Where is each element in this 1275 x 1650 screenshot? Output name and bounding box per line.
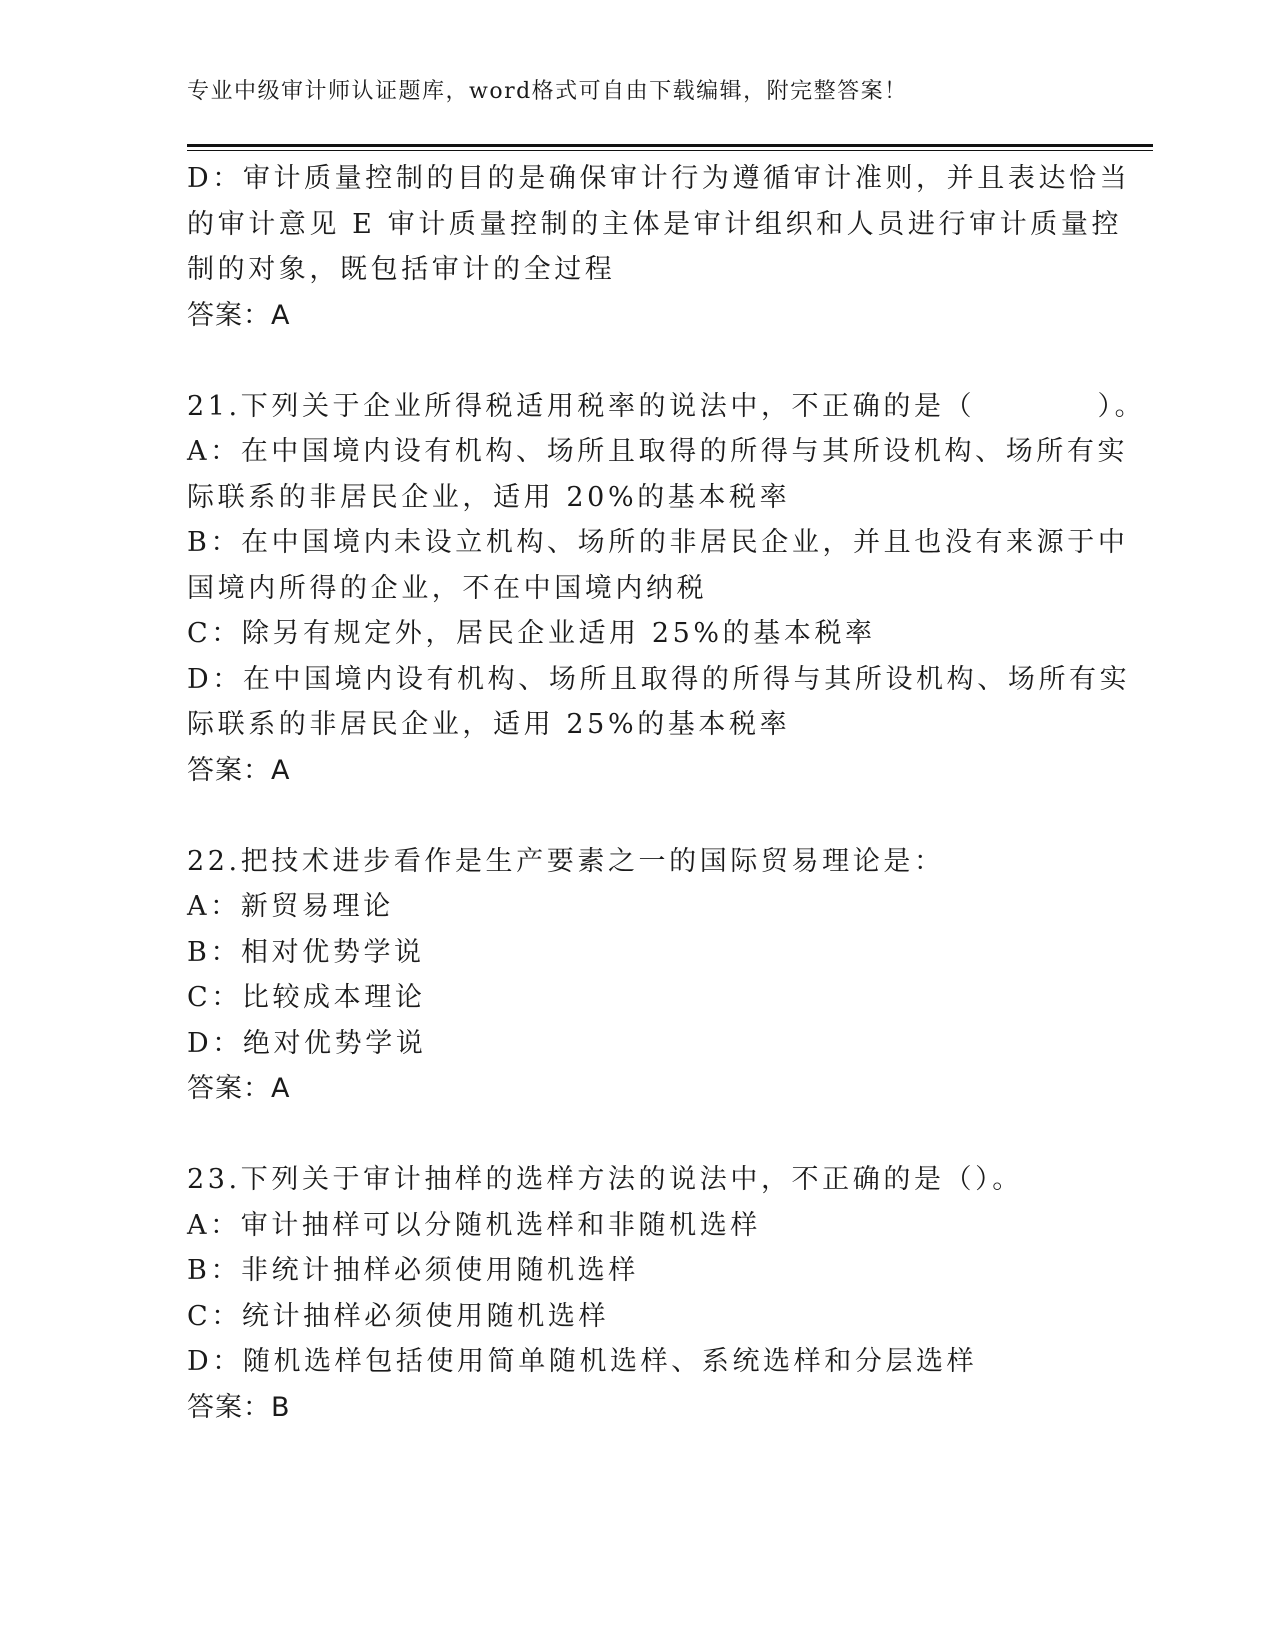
option-d-line-1: D：审计质量控制的目的是确保审计行为遵循审计准则，并且表达恰当 (187, 163, 1131, 194)
question-21-option-c: C：除另有规定外，居民企业适用 25%的基本税率 (187, 618, 876, 649)
question-21-option-a-line-1: A：在中国境内设有机构、场所且取得的所得与其所设机构、场所有实 (187, 436, 1129, 467)
question-22-option-b: B：相对优势学说 (187, 936, 425, 968)
question-22-option-a: A：新贸易理论 (187, 891, 394, 922)
question-22-option-c: C：比较成本理论 (187, 982, 426, 1013)
question-21-option-b-line-1: B：在中国境内未设立机构、场所的非居民企业，并且也没有来源于中 (187, 527, 1129, 558)
answer-line: 答案：A (187, 299, 291, 331)
question-21-option-b-line-2: 国境内所得的企业，不在中国境内纳税 (187, 572, 708, 604)
question-22-stem: 22.把技术进步看作是生产要素之一的国际贸易理论是： (187, 845, 945, 877)
page-header: 专业中级审计师认证题库，word格式可自由下载编辑，附完整答案！ (187, 79, 908, 104)
question-23-stem: 23.下列关于审计抽样的选样方法的说法中，不正确的是（）。 (187, 1164, 1023, 1195)
question-22-answer: 答案：A (187, 1073, 291, 1104)
question-block-21 (187, 384, 1146, 794)
question-23-option-c: C：统计抽样必须使用随机选样 (187, 1300, 610, 1332)
question-22-option-d: D：绝对优势学说 (187, 1027, 427, 1059)
question-21-stem: 21.下列关于企业所得税适用税率的说法中，不正确的是（ ）。 (187, 390, 1146, 422)
question-21-option-d-line-2: 际联系的非居民企业，适用 25%的基本税率 (187, 709, 791, 740)
question-block-23 (187, 1157, 1087, 1430)
header-rule-thin (187, 150, 1153, 151)
question-21-answer: 答案：A (187, 754, 291, 786)
question-23-option-a: A：审计抽样可以分随机选样和非随机选样 (187, 1209, 761, 1241)
question-23-option-b: B：非统计抽样必须使用随机选样 (187, 1255, 639, 1286)
option-d-line-2: 的审计意见 E 审计质量控制的主体是审计组织和人员进行审计质量控 (187, 208, 1123, 240)
question-21-option-d-line-1: D：在中国境内设有机构、场所且取得的所得与其所设机构、场所有实 (187, 663, 1131, 695)
question-23-option-d: D：随机选样包括使用简单随机选样、系统选样和分层选样 (187, 1346, 978, 1377)
question-block-22 (187, 839, 1087, 1112)
question-23-answer: 答案：B (187, 1391, 291, 1423)
document-body (187, 156, 1146, 1430)
option-d-line-3: 制的对象，既包括审计的全过程 (187, 254, 616, 285)
header-rule-thick (187, 144, 1153, 147)
question-block-continued (187, 156, 1131, 338)
question-21-option-a-line-2: 际联系的非居民企业，适用 20%的基本税率 (187, 481, 791, 513)
